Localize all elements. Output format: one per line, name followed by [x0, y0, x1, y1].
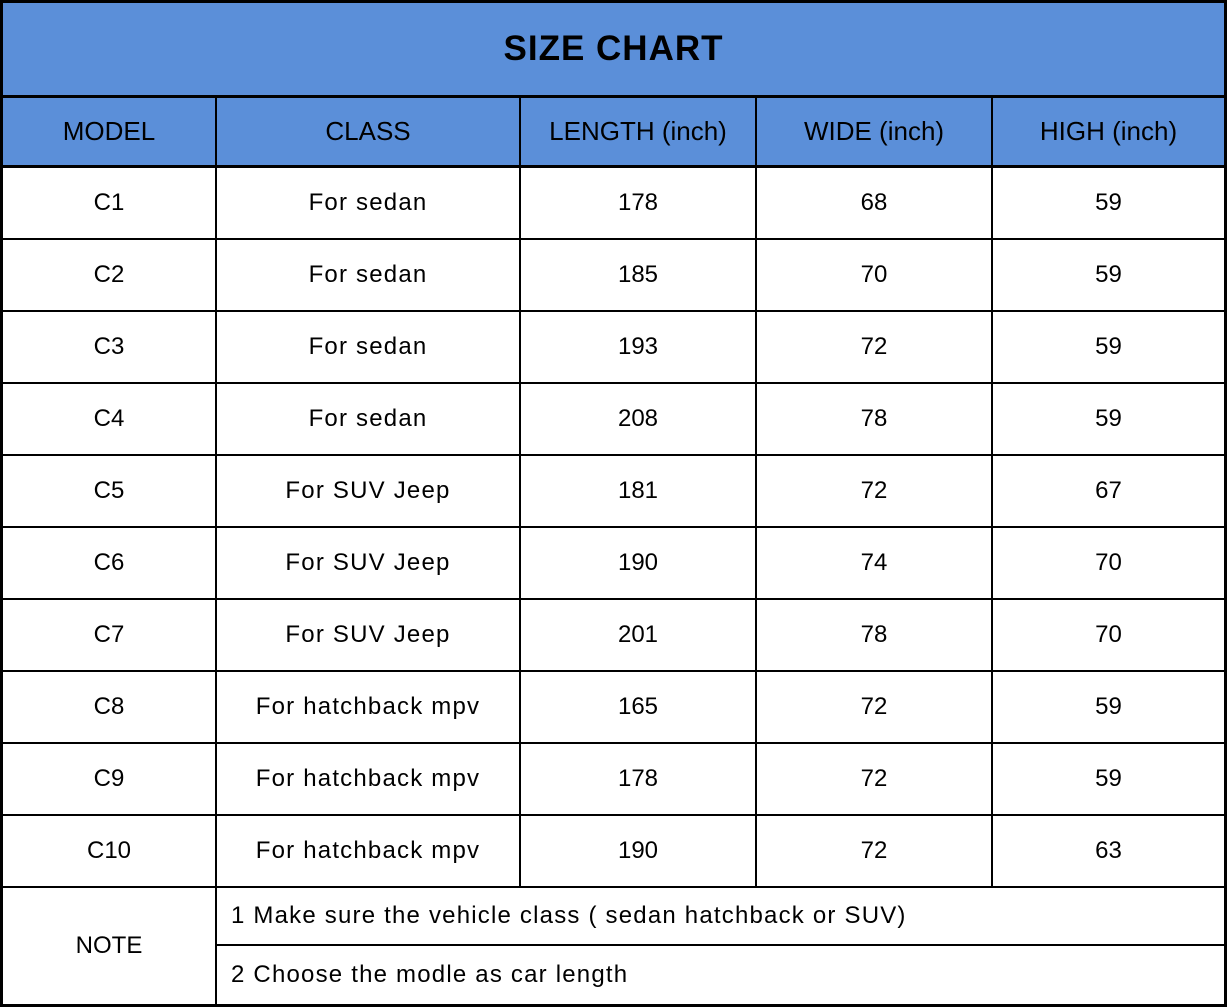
cell-high: 59 — [1095, 333, 1122, 360]
cell-class: For hatchback mpv — [217, 816, 521, 886]
cell-class: For sedan — [217, 384, 521, 454]
table-row — [3, 456, 1224, 528]
table-row — [3, 528, 1224, 600]
cell-model: C1 — [3, 168, 217, 238]
chart-title-row — [3, 3, 1224, 98]
cell-model: C7 — [3, 600, 217, 670]
cell-high: 67 — [1095, 477, 1122, 504]
cell-high: 59 — [1095, 405, 1122, 432]
cell-class: For hatchback mpv — [217, 672, 521, 742]
cell-wide: 72 — [757, 816, 993, 886]
note-line-2: 2 Choose the modle as car length — [231, 961, 629, 988]
table-row — [3, 312, 1224, 384]
table-row — [3, 816, 1224, 888]
cell-model: C5 — [3, 456, 217, 526]
cell-length: 201 — [521, 600, 757, 670]
cell-class: For SUV Jeep — [217, 600, 521, 670]
cell-class: For sedan — [217, 240, 521, 310]
cell-high: 59 — [1095, 693, 1122, 720]
column-header-high: HIGH (inch) — [993, 98, 1224, 165]
table-row — [3, 168, 1224, 240]
column-header-class: CLASS — [217, 98, 521, 165]
cell-wide: 72 — [757, 312, 993, 382]
note-lines — [217, 888, 1224, 1004]
cell-wide: 72 — [757, 672, 993, 742]
cell-length: 178 — [521, 744, 757, 814]
cell-class: For sedan — [217, 168, 521, 238]
cell-length: 165 — [521, 672, 757, 742]
column-header-wide: WIDE (inch) — [757, 98, 993, 165]
note-section — [3, 886, 1224, 1004]
column-header-length: LENGTH (inch) — [521, 98, 757, 165]
cell-high: 59 — [1095, 261, 1122, 288]
cell-wide: 72 — [757, 456, 993, 526]
cell-model: C10 — [3, 816, 217, 886]
cell-length: 208 — [521, 384, 757, 454]
cell-model: C8 — [3, 672, 217, 742]
cell-high: 70 — [1095, 549, 1122, 576]
cell-model: C9 — [3, 744, 217, 814]
page-title: SIZE CHART — [503, 29, 724, 68]
cell-wide: 70 — [757, 240, 993, 310]
cell-model: C2 — [3, 240, 217, 310]
cell-length: 193 — [521, 312, 757, 382]
cell-class: For SUV Jeep — [217, 456, 521, 526]
table-row — [3, 672, 1224, 744]
note-label: NOTE — [3, 888, 217, 1004]
cell-wide: 74 — [757, 528, 993, 598]
cell-high: 63 — [1095, 837, 1122, 864]
cell-wide: 72 — [757, 744, 993, 814]
table-row — [3, 744, 1224, 816]
cell-high: 70 — [1095, 621, 1122, 648]
cell-wide: 78 — [757, 384, 993, 454]
cell-length: 190 — [521, 816, 757, 886]
cell-class: For hatchback mpv — [217, 744, 521, 814]
cell-high: 59 — [1095, 189, 1122, 216]
table-row — [3, 600, 1224, 672]
note-line-1: 1 Make sure the vehicle class ( sedan hatchback or SUV) — [217, 888, 1224, 946]
cell-length: 181 — [521, 456, 757, 526]
cell-length: 185 — [521, 240, 757, 310]
cell-wide: 68 — [757, 168, 993, 238]
table-row — [3, 240, 1224, 312]
cell-length: 178 — [521, 168, 757, 238]
cell-model: C6 — [3, 528, 217, 598]
cell-wide: 78 — [757, 600, 993, 670]
column-header-model: MODEL — [3, 98, 217, 165]
cell-high: 59 — [1095, 765, 1122, 792]
cell-model: C4 — [3, 384, 217, 454]
cell-model: C3 — [3, 312, 217, 382]
table-header-row — [3, 98, 1224, 168]
cell-class: For sedan — [217, 312, 521, 382]
table-row — [3, 384, 1224, 456]
cell-length: 190 — [521, 528, 757, 598]
cell-class: For SUV Jeep — [217, 528, 521, 598]
